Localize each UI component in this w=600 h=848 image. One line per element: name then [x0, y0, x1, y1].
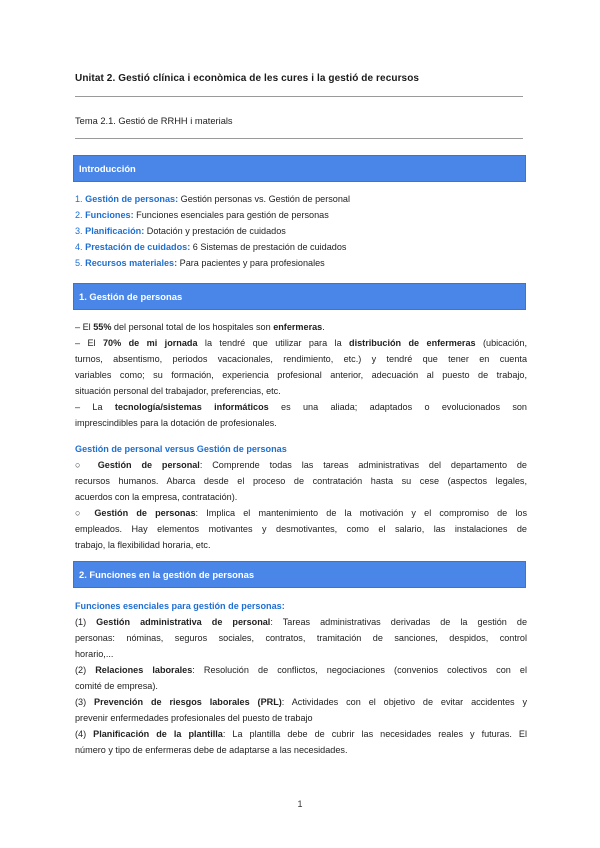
document-subtitle: Tema 2.1. Gestió de RRHH i materials — [75, 116, 233, 126]
text-bold: Gestión de personal — [97, 460, 200, 470]
function-line — [75, 615, 527, 631]
intro-item-num: 2. — [75, 210, 86, 220]
text-bold: Prevención de riesgos laborales (PRL) — [94, 697, 282, 707]
intro-item-label: Prestación de cuidados: — [85, 242, 191, 252]
paragraph — [75, 320, 527, 336]
function-line: horario,... — [75, 649, 114, 659]
text: (3) — [75, 697, 95, 707]
function-line — [75, 663, 527, 679]
paragraph-line: variables como; su formación, experiencia profesional anterior, adecuación al puesto de trabajo, — [75, 370, 527, 380]
intro-item-text: 6 Sistemas de prestación de cuidados — [190, 242, 347, 252]
text-bold: tecnología/sistemas informáticos — [114, 402, 269, 412]
paragraph-line — [75, 400, 527, 416]
bullet-line — [75, 506, 527, 522]
paragraph-line: situación personal del trabajador, preferencias, etc. — [75, 386, 281, 396]
text: (1) — [75, 617, 97, 627]
section-heading-2: 2. Funciones en la gestión de personas — [73, 561, 526, 588]
intro-item-num: 3. — [75, 226, 86, 236]
intro-item-text: Para pacientes y para profesionales — [177, 258, 325, 268]
text-bold: Gestión administrativa de personal — [96, 617, 271, 627]
intro-item-label: Recursos materiales: — [85, 258, 178, 268]
text: (4) — [75, 729, 94, 739]
intro-item-num: 4. — [75, 242, 86, 252]
text: (ubicación, — [475, 338, 527, 348]
intro-item-text: Dotación y prestación de cuidados — [144, 226, 286, 236]
function-line: comité de empresa). — [75, 681, 158, 691]
text: : La plantilla debe de cubrir las necesidades reales y futuras. El — [222, 729, 528, 739]
function-line: prevenir enfermedades profesionales del puesto de trabajo — [75, 713, 313, 723]
text: (2) — [75, 665, 96, 675]
intro-item-num: 1. — [75, 194, 86, 204]
text: : Actividades con el objetivo de evitar accidentes y — [281, 697, 527, 707]
paragraph-line — [75, 336, 527, 352]
text-bold: 55% — [93, 322, 112, 332]
document-title: Unitat 2. Gestió clínica i econòmica de les cures i la gestió de recursos — [75, 73, 420, 84]
section-heading-intro: Introducción — [73, 155, 526, 182]
text: es una aliada; adaptados o evolucionados son — [268, 402, 527, 412]
intro-item — [75, 240, 527, 256]
section-heading-1: 1. Gestión de personas — [73, 283, 526, 310]
text-bold: distribución de enfermeras — [349, 338, 476, 348]
text: : Implica el mantenimiento de la motivación y el compromiso de los — [195, 508, 527, 518]
text: : Comprende todas las tareas administrativas del departamento de — [199, 460, 527, 470]
paragraph-line: imprescindibles para la dotación de profesionales. — [75, 418, 277, 428]
intro-item-label: Funciones: — [85, 210, 134, 220]
bullet-icon: ○ — [75, 508, 95, 518]
intro-item-num: 5. — [75, 258, 86, 268]
function-line — [75, 727, 527, 743]
text: – El — [75, 322, 94, 332]
sub-heading: Gestión de personal versus Gestión de personas — [75, 444, 287, 454]
bullet-line — [75, 458, 527, 474]
intro-item — [75, 208, 527, 224]
divider — [75, 138, 523, 139]
text: – El — [75, 338, 103, 348]
bullet-line: trabajo, la flexibilidad horaria, etc. — [75, 540, 211, 550]
intro-item-label: Gestión de personas: — [85, 194, 179, 204]
bullet-line: empleados. Hay elementos motivantes y desmotivantes, como el salario, las instalaciones de — [75, 524, 527, 534]
text: del personal total de los hospitales son — [111, 322, 274, 332]
sub-heading: Funciones esenciales para gestión de personas: — [75, 601, 285, 611]
text-bold: Relaciones laborales — [95, 665, 193, 675]
intro-item-label: Planificación: — [85, 226, 145, 236]
page-number: 1 — [297, 799, 303, 809]
text-bold: enfermeras — [273, 322, 323, 332]
paragraph-line: turnos, absentismo, periodos vacacionales, rendimiento, etc.) y tendré que tener en cuenta — [75, 354, 527, 364]
text: : Tareas administrativas derivadas de la gestión de — [270, 617, 528, 627]
function-line: número y tipo de enfermeras debe de adaptarse a las necesidades. — [75, 745, 348, 755]
text-bold: Planificación de la plantilla — [93, 729, 223, 739]
bullet-icon: ○ — [75, 460, 98, 470]
function-line: personas: nóminas, seguros sociales, contratos, tramitación de sanciones, despidos, control — [75, 633, 527, 643]
intro-item — [75, 256, 527, 272]
text-bold: Gestión de personas — [94, 508, 196, 518]
divider — [75, 96, 523, 97]
text: la tendré que utilizar para la — [197, 338, 350, 348]
intro-item-text: Funciones esenciales para gestión de personas — [133, 210, 329, 220]
text: : Resolución de conflictos, negociaciones (convenios colectivos con el — [192, 665, 528, 675]
text: . — [322, 322, 325, 332]
intro-item — [75, 192, 527, 208]
intro-item — [75, 224, 527, 240]
bullet-line: acuerdos con la empresa, contratación). — [75, 492, 238, 502]
intro-item-text: Gestión personas vs. Gestión de personal — [178, 194, 350, 204]
bullet-line: recursos humanos. Abarca desde el proceso de contratación hasta su cese (aspectos legales, — [75, 476, 527, 486]
text-bold: 70% de mi jornada — [102, 338, 198, 348]
text: – La — [75, 402, 115, 412]
function-line — [75, 695, 527, 711]
